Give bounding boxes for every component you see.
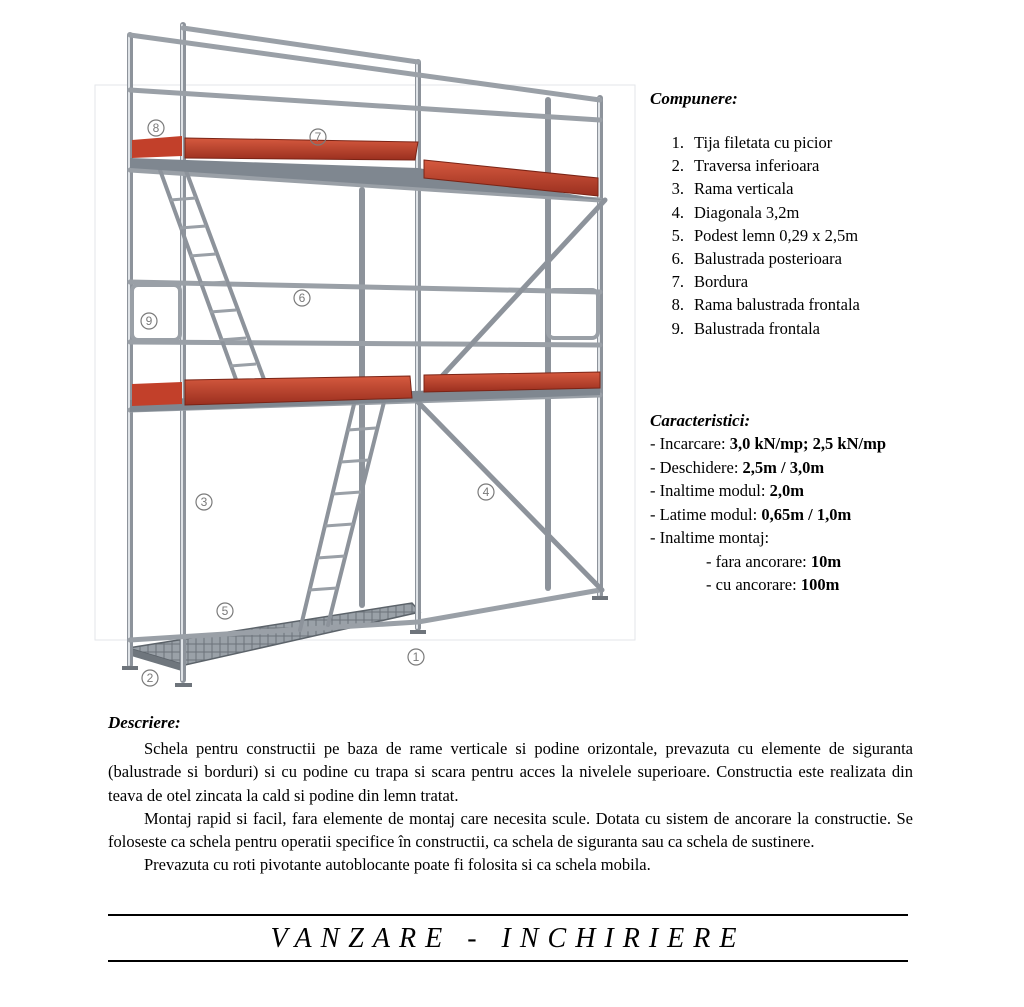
svg-text:5: 5 <box>221 604 229 618</box>
composition-list <box>658 131 860 340</box>
list-item: 4. Diagonala 3,2m <box>671 202 800 222</box>
callout-2 <box>142 670 158 686</box>
svg-text:8: 8 <box>152 121 160 135</box>
callout-9 <box>141 313 157 329</box>
list-item: - Incarcare: 3,0 kN/mp; 2,5 kN/mp <box>650 434 887 453</box>
uprights <box>130 25 600 680</box>
callout-1 <box>408 649 424 665</box>
list-item: - Inaltime modul: 2,0m <box>650 481 804 500</box>
description-paragraph: Schela pentru constructii pe baza de rame verticale si podine orizontale, prevazuta cu elemente de siguranta (balustrade si borduri) si cu podine cu trapa si scara pentru acces la nivelele superioare. Constructia este realizata din teava de otel zincata la cald si podine din lemn tratat. <box>108 739 913 805</box>
list-item: - Latime modul: 0,65m / 1,0m <box>650 504 852 524</box>
callout-6 <box>294 290 310 306</box>
list-item: 1. Tija filetata cu picior <box>671 133 833 152</box>
svg-text:3: 3 <box>200 495 208 509</box>
callout-5 <box>217 603 233 619</box>
svg-text:2: 2 <box>146 671 154 685</box>
svg-text:9: 9 <box>145 314 153 328</box>
list-item: 9. Balustrada frontala <box>671 318 820 338</box>
list-item: 2. Traversa inferioara <box>671 156 820 176</box>
list-item: - Deschidere: 2,5m / 3,0m <box>650 457 825 477</box>
lower-ladder <box>300 398 385 630</box>
svg-text:4: 4 <box>482 485 490 499</box>
svg-text:7: 7 <box>314 130 322 144</box>
callout-3 <box>196 494 212 510</box>
description-paragraph: Prevazuta cu roti pivotante autoblocante poate fi folosita si ca schela mobila. <box>144 855 651 875</box>
callout-4 <box>478 484 494 500</box>
footer-top-rule <box>108 914 908 916</box>
scaffold-diagram <box>0 0 640 705</box>
list-item: 3. Rama verticala <box>671 179 794 199</box>
list-item: - Inaltime montaj: <box>650 528 770 547</box>
svg-text:1: 1 <box>412 650 420 664</box>
list-item: 7. Bordura <box>671 272 749 292</box>
list-item: - fara ancorare: 10m <box>706 551 842 571</box>
upper-platform <box>130 136 605 200</box>
svg-text:6: 6 <box>298 291 306 305</box>
list-item: 8. Rama balustrada frontala <box>671 295 860 315</box>
footer-bottom-rule <box>108 960 908 962</box>
list-item: 6. Balustrada posterioara <box>671 248 842 268</box>
description-body <box>108 737 913 877</box>
list-item: 5. Podest lemn 0,29 x 2,5m <box>671 225 859 245</box>
characteristics-list <box>650 432 886 597</box>
description-paragraph: Montaj rapid si facil, fara elemente de montaj care necesita scule. Dotata cu sistem de ancorare la constructie. Se foloseste ca schela pentru operatii specifice în constructii, ca schela de siguranta sau ca schela de sustinere. <box>108 808 913 852</box>
description-title: Descriere: <box>108 713 181 732</box>
footer-banner: VANZARE - INCHIRIERE <box>270 923 746 954</box>
composition-title: Compunere: <box>650 89 738 108</box>
list-item: - cu ancorare: 100m <box>706 575 840 594</box>
callout-8 <box>148 120 164 136</box>
characteristics-title: Caracteristici: <box>650 411 751 430</box>
callout-7 <box>310 129 326 145</box>
